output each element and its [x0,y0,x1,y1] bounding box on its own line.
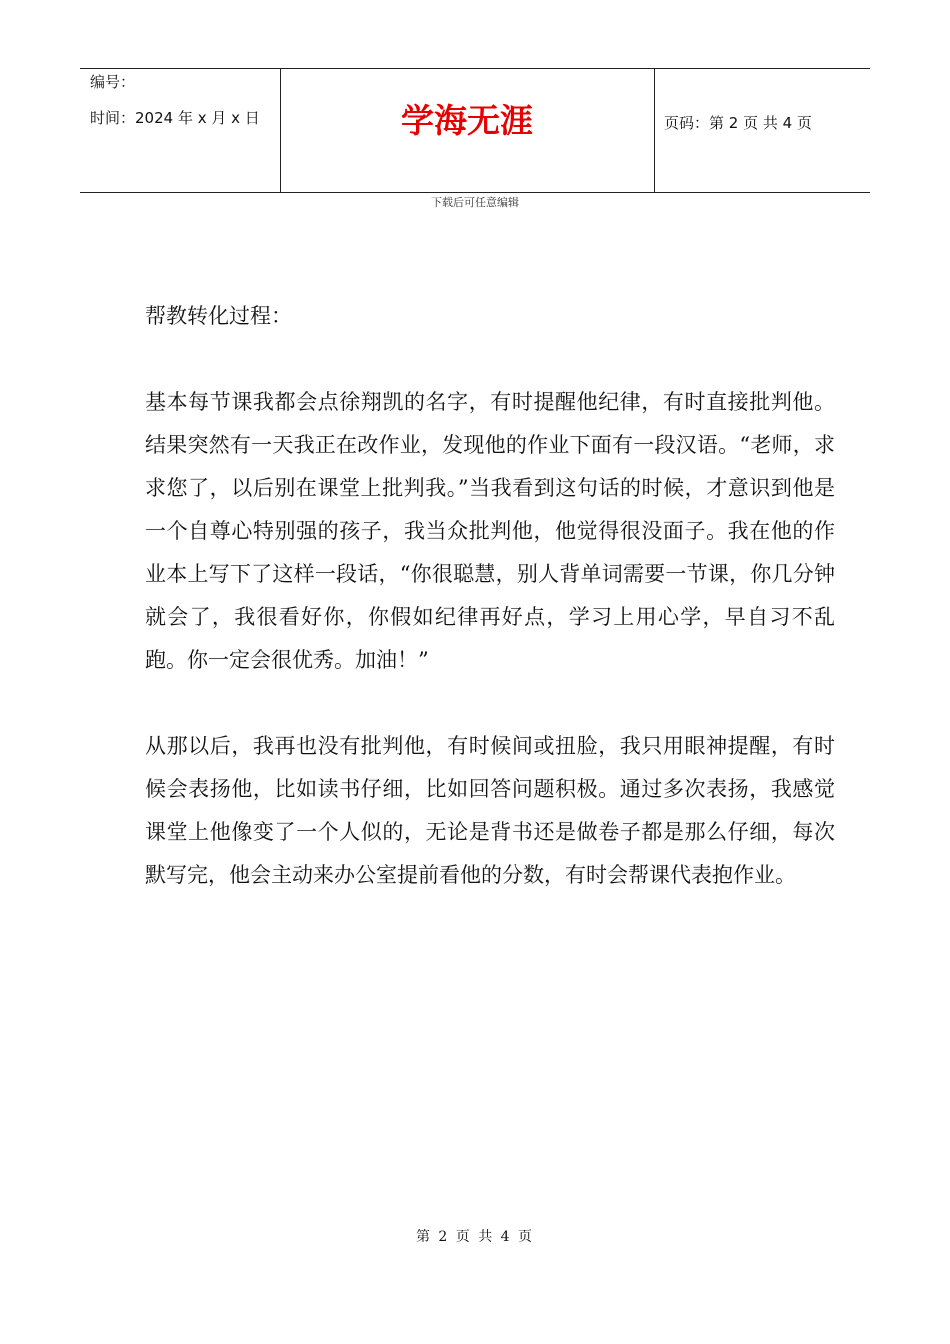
brand-title: 学海无涯 [401,101,533,140]
document-header [80,68,870,193]
header-divider-right [654,69,655,192]
document-number-label: 编号： [90,73,136,91]
section-heading: 帮教转化过程： [145,304,292,328]
body-paragraph-2: 从那以后，我再也没有批判他，有时候间或扭脸，我只用眼神提醒，有时候会表扬他，比如读书仔细，比如回答问题积极。通过多次表扬，我感觉课堂上他像变了一个人似的，无论是背书还是做卷子都是那么仔细，每次默写完，他会主动来办公室提前看他的分数，有时会帮课代表抱作业。 [145,734,835,887]
header-page-indicator: 页码：第 2 页 共 4 页 [664,114,812,132]
download-note: 下载后可任意编辑 [431,196,519,209]
body-paragraph-1: 基本每节课我都会点徐翔凯的名字，有时提醒他纪律，有时直接批判他。结果突然有一天我正在改作业，发现他的作业下面有一段汉语。“老师，求求您了，以后别在课堂上批判我。”当我看到这句话的时候，才意识到他是一个自尊心特别强的孩子，我当众批判他，他觉得很没面子。我在他的作业本上写下了这样一段话，“你很聪慧，别人背单词需要一节课，你几分钟就会了，我很看好你，你假如纪律再好点，学习上用心学，早自习不乱跑。你一定会很优秀。加油！” [145,390,835,672]
document-body [145,295,835,897]
document-time-label: 时间：2024 年 x 月 x 日 [90,109,260,127]
footer-page-number: 第 2 页 共 4 页 [415,1229,535,1245]
